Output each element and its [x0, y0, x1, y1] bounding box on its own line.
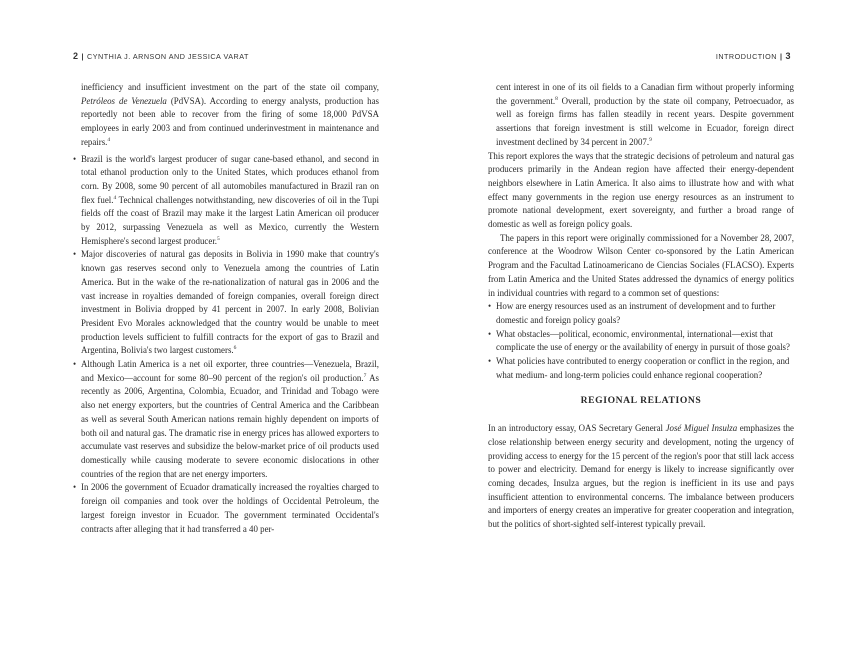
text-segment: What policies have contributed to energy cooperation or conflict in the region, and what medium- and long-term policies could enhance regional cooperation? — [496, 356, 790, 380]
text-segment: cent interest in one of its oil fields to a Canadian firm without properly informing the government. — [496, 82, 794, 106]
text-segment: Brazil is the world's largest producer of sugar cane-based ethanol, and second in total ethanol production only to the United States, which produces ethanol from corn. By 2008, some 90 percent of all automobiles manufactured in Brazil ran on flex fuel. — [81, 153, 379, 205]
bullet-net-exporters — [73, 358, 379, 481]
text-segment: In 2006 the government of Ecuador dramatically increased the royalties charged to foreign oil companies and took over the holdings of Occidental Petroleum, the largest foreign investor in Ecuador. The government terminated Occidental's contracts after alleging that it had transferred a 40 per- — [81, 482, 379, 534]
italic-author-name: José Miguel Insulza — [665, 423, 738, 434]
italic-company-name: Petróleos de Venezuela — [81, 95, 167, 106]
bullet-bolivia — [73, 248, 379, 358]
bullet-icon: • — [488, 328, 492, 339]
running-head-right — [716, 51, 791, 63]
text-segment: What obstacles—political, economic, environmental, international—exist that complicate the use of energy or the availability of energy in pursuit of those goals? — [496, 328, 790, 353]
separator-bar: | — [81, 52, 85, 61]
separator-bar: | — [779, 52, 783, 61]
text-segment: As recently as 2006, Argentina, Colombia, Ecuador, and Trinidad and Tobago were also net energy exporters, but the countries of Central America and the Caribbean as well as several South American nations remain highly dependent on imports of both oil and natural gas. The dramatic rise in energy prices has allowed exporters to accumulate vast reserves and subsidize the below-market price of oil products used domestically while causing moderate to severe economic dislocations in other countries of the region that are net energy importers. — [81, 372, 379, 479]
footnote-ref: 7 — [363, 372, 367, 379]
bullet-icon: • — [488, 356, 492, 367]
page-number: 3 — [785, 51, 791, 61]
bullet-icon: • — [73, 153, 77, 164]
paragraph-insulza — [488, 422, 794, 532]
footnote-ref: 4 — [107, 136, 111, 143]
right-page — [432, 0, 864, 648]
section-heading: REGIONAL RELATIONS — [580, 395, 702, 407]
text-segment: Although Latin America is a net oil exporter, three countries—Venezuela, Brazil, and Mexico—account for some 80–90 percent of the region's oil production. — [81, 359, 379, 383]
text-segment: emphasizes the close relationship between energy security and development, noting the urgency of providing access to energy for the 15 percent of the region's poor that still lack access to power and electricity. Demand for energy is likely to increase significantly over coming decades, Insulza argues, but the region is inefficient in its use and pays insufficient attention to environmental concerns. The imbalance between producers and importers of energy creates an imperative for greater cooperation and integration, but the politics of short-sighted self-interest typically prevail. — [488, 423, 794, 530]
question-item — [488, 355, 794, 382]
question-item — [488, 300, 794, 327]
page-number: 2 — [73, 51, 79, 61]
bullet-icon: • — [73, 359, 77, 370]
footnote-ref: 9 — [649, 136, 652, 143]
bullet-icon: • — [73, 249, 77, 260]
paragraph-conference: The papers in this report were originally commissioned for a November 28, 2007, conference at the Woodrow Wilson Center co-sponsored by the Latin American Program and the Facultad Latinoamericano de Ciencias Sociales (FLACSO). Experts from Latin America and the United States addressed the dynamics of energy politics in individual countries with regard to a common set of questions: — [488, 232, 794, 298]
right-text-column — [488, 81, 794, 532]
bullet-icon: • — [488, 301, 492, 312]
left-text-column — [73, 81, 379, 536]
continued-paragraph — [73, 81, 379, 150]
bullet-brazil — [73, 153, 379, 249]
footnote-ref: 5 — [217, 235, 220, 242]
running-head-left — [73, 51, 249, 63]
footnote-ref: 8 — [555, 95, 558, 102]
text-segment: (PdVSA). According to energy analysts, production has reportedly not been able to recover from the firing of some 18,000 PdVSA employees in early 2003 and from continued underinvestment in maintenance and repairs. — [81, 95, 379, 147]
running-head-title: INTRODUCTION — [715, 52, 777, 61]
continued-bullet-ecuador — [488, 81, 794, 150]
text-segment: Overall, production by the state oil company, Petroecuador, as well as foreign firms has fallen steadily in recent years. Despite government assertions that foreign investment is still welcome in Ecuador, foreign direct investment declined by 34 percent in 2007. — [496, 95, 795, 147]
text-segment: How are energy resources used as an instrument of development and to further domestic and foreign policy goals? — [496, 301, 776, 325]
question-item — [488, 328, 794, 355]
bullet-ecuador — [73, 481, 379, 536]
running-head-authors: CYNTHIA J. ARNSON AND JESSICA VARAT — [87, 52, 249, 61]
footnote-ref: 4 — [113, 194, 117, 201]
text-segment: In an introductory essay, OAS Secretary General — [488, 423, 666, 434]
footnote-ref: 6 — [233, 345, 237, 352]
text-segment: inefficiency and insufficient investment on the part of the state oil company, — [81, 82, 379, 92]
paragraph-report-scope: This report explores the ways that the strategic decisions of petroleum and natural gas producers primarily in the Andean region have affected their energy-dependent neighbors elsewhere in Latin America. It also aims to illustrate how and with what effect many governments in the region use energy resources as an instrument to promote national development, exert sovereignty, and further a broad range of domestic as well as foreign policy goals. — [488, 150, 794, 230]
text-segment: Major discoveries of natural gas deposits in Bolivia in 1990 make that country's known gas reserves second only to Venezuela among the countries of Latin America. But in the wake of the re-nationalization of natural gas in 2006 and the vast increase in royalties demanded of foreign companies, overall foreign direct investment in Bolivia dropped by 41 percent in 2007. In early 2008, Bolivian President Evo Morales acknowledged that the country would be unable to meet production levels sufficient to fulfill contracts for the export of gas to Brazil and Argentina, Bolivia's two largest customers. — [81, 249, 379, 356]
text-segment: Technical challenges notwithstanding, new discoveries of oil in the Tupi fields off the coast of Brazil may make it the largest Latin American oil producer by 2012, surpassing Venezuela as well as Mexico, currently the Western Hemisphere's second largest producer. — [81, 194, 379, 246]
bullet-icon: • — [73, 482, 77, 493]
